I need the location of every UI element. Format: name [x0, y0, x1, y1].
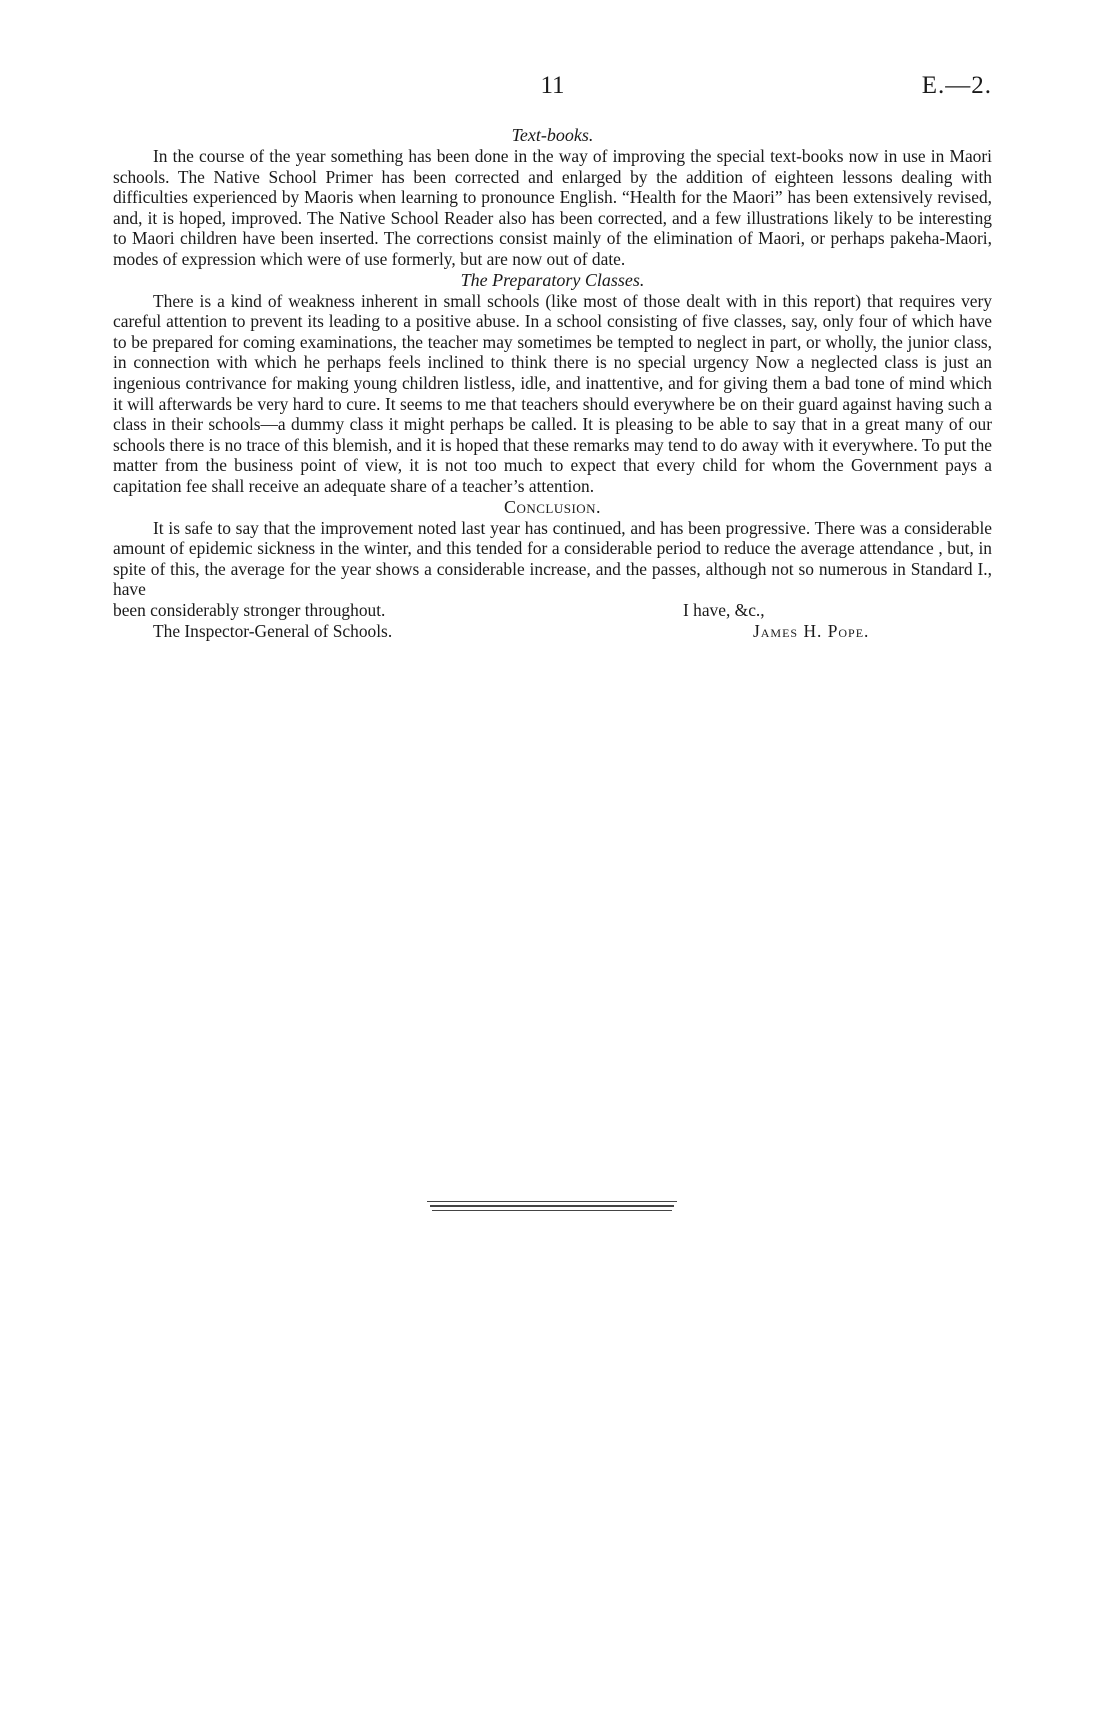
complimentary-close: I have, &c., [683, 599, 765, 620]
paragraph-textbooks: In the course of the year something has been done in the way of improving the special text-books now in use in Maori schools. The Native School Primer has been corrected and enlarged by the addition of eighteen lessons dealing with difficulties experienced by Maoris when learning to pronounce English. “Health for the Maori” has been extensively revised, and, it is hoped, improved. The Native School Reader also has been corrected, and a few illustrations likely to be interesting to Maori children have been inserted. The corrections consist mainly of the elimination of Maori, or perhaps pakeha-Maori, modes of expression which were of use formerly, but are now out of date. [113, 146, 992, 269]
end-rule-top [427, 1201, 677, 1202]
page-header [113, 72, 992, 108]
conclusion-last-line: been considerably stronger throughout. [113, 599, 386, 620]
section-heading-preparatory-classes: The Preparatory Classes. [460, 269, 645, 290]
signature: James H. Pope. [753, 620, 870, 641]
section-heading-conclusion: Conclusion. [503, 496, 602, 517]
end-rule-bottom [432, 1210, 672, 1211]
paragraph-preparatory-classes: There is a kind of weakness inherent in small schools (like most of those dealt with in this report) that requires very careful attention to prevent its leading to a positive abuse. In a school consisting of five classes, say, only four of which have to be prepared for coming examinations, the teacher may sometimes be tempted to neglect in part, or wholly, the junior class, in connection with which he perhaps feels inclined to think there is no special urgency Now a neglected class is just an ingenious contrivance for making young children listless, idle, and inattentive, and for giving them a bad tone of mind which it will afterwards be very hard to cure. It seems to me that teachers should everywhere be on their guard against having such a class in their schools—a dummy class it might perhaps be called. It is pleasing to be able to say that in a great many of our schools there is no trace of this blemish, and it is hoped that these remarks may tend to do away with it everywhere. To put the matter from the business point of view, it is not too much to expect that every child for whom the Government pays a capitation fee shall receive an adequate share of a teacher’s attention. [113, 290, 992, 496]
page-number: 11 [540, 72, 565, 99]
document-code: E.—2. [921, 72, 992, 99]
end-rule-middle [430, 1205, 674, 1207]
letter-closing [113, 600, 992, 642]
addressee: The Inspector-General of Schools. [153, 620, 393, 641]
report-body [113, 125, 992, 642]
paragraph-conclusion: It is safe to say that the improvement noted last year has continued, and has been progressive. There was a considerable amount of epidemic sickness in the winter, and this tended for a considerable period to reduce the average attendance , but, in spite of this, the average for the year shows a considerable increase, and the passes, although not so numerous in Standard I., have [113, 517, 992, 600]
section-heading-textbooks: Text-books. [511, 125, 594, 145]
